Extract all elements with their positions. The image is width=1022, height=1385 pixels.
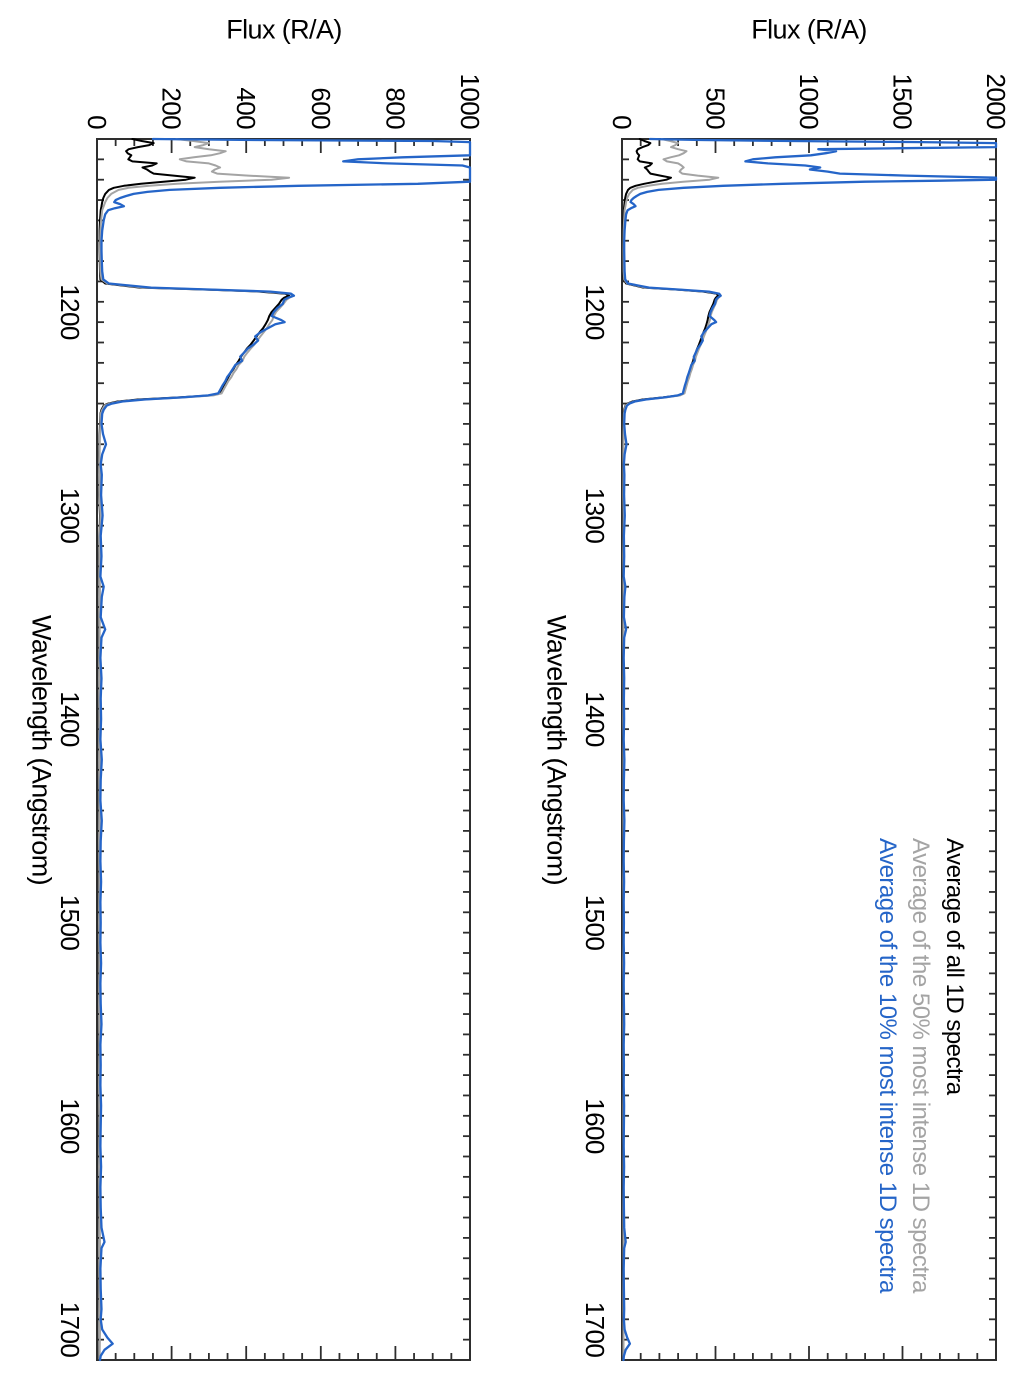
panel-1-curve-2 [624, 139, 997, 1360]
wavelength-axis-title-top-panel: Wavelength (Angstrom) [541, 614, 572, 886]
wavelength-axis-title-bottom-panel: Wavelength (Angstrom) [26, 614, 57, 886]
panel-1-y-tick-label: 0 [607, 115, 637, 129]
panel-2-y-tick-label: 200 [156, 87, 187, 129]
panel-2-y-tick-label: 600 [305, 87, 336, 129]
panel-1-y-tick-label: 500 [700, 87, 731, 129]
panel-2-x-tick-label: 1500 [55, 894, 85, 951]
panel-2-x-tick-label: 1300 [55, 487, 85, 544]
panel-1-x-tick-label: 1700 [580, 1301, 610, 1358]
panel-1-curve-0 [623, 139, 718, 1360]
legend-entry-10-percent: Average of the 10% most intense 1D spectra [874, 838, 901, 1293]
panel-2-x-tick-label: 1400 [55, 691, 85, 747]
panel-2-y-tick-label: 1000 [455, 73, 485, 129]
panel-2-y-tick-label: 400 [231, 87, 262, 129]
panel-2-x-tick-label: 1600 [55, 1098, 85, 1154]
panel-2-x-tick-label: 1200 [55, 284, 85, 340]
legend-entry-50-percent: Average of the 50% most intense 1D spectra [907, 838, 934, 1293]
flux-axis-title-top-panel: Flux (R/A) [751, 14, 867, 45]
legend-entry-all-spectra: Average of all 1D spectra [941, 838, 968, 1095]
panel-1-x-tick-label: 1300 [580, 487, 610, 544]
panel-1-x-tick-label: 1500 [580, 894, 610, 951]
panel-1-x-tick-label: 1200 [580, 284, 610, 340]
panel-2-curve-0 [99, 139, 289, 1360]
panel-2-y-tick-label: 0 [82, 115, 112, 129]
panel-2-y-tick-label: 800 [380, 87, 411, 129]
panel-1-x-tick-label: 1400 [580, 691, 610, 747]
panel-2-curve-1 [100, 139, 294, 1360]
panel-1-y-tick-label: 1000 [794, 73, 824, 129]
flux-axis-title-bottom-panel: Flux (R/A) [226, 14, 342, 45]
panel-1-x-tick-label: 1600 [580, 1098, 610, 1154]
panel-2-x-tick-label: 1700 [55, 1301, 85, 1358]
panel-2-curve-2 [100, 139, 470, 1360]
panel-1-frame [622, 139, 996, 1360]
panel-1-y-tick-label: 1500 [887, 73, 918, 129]
panel-1-y-tick-label: 2000 [981, 73, 1011, 129]
